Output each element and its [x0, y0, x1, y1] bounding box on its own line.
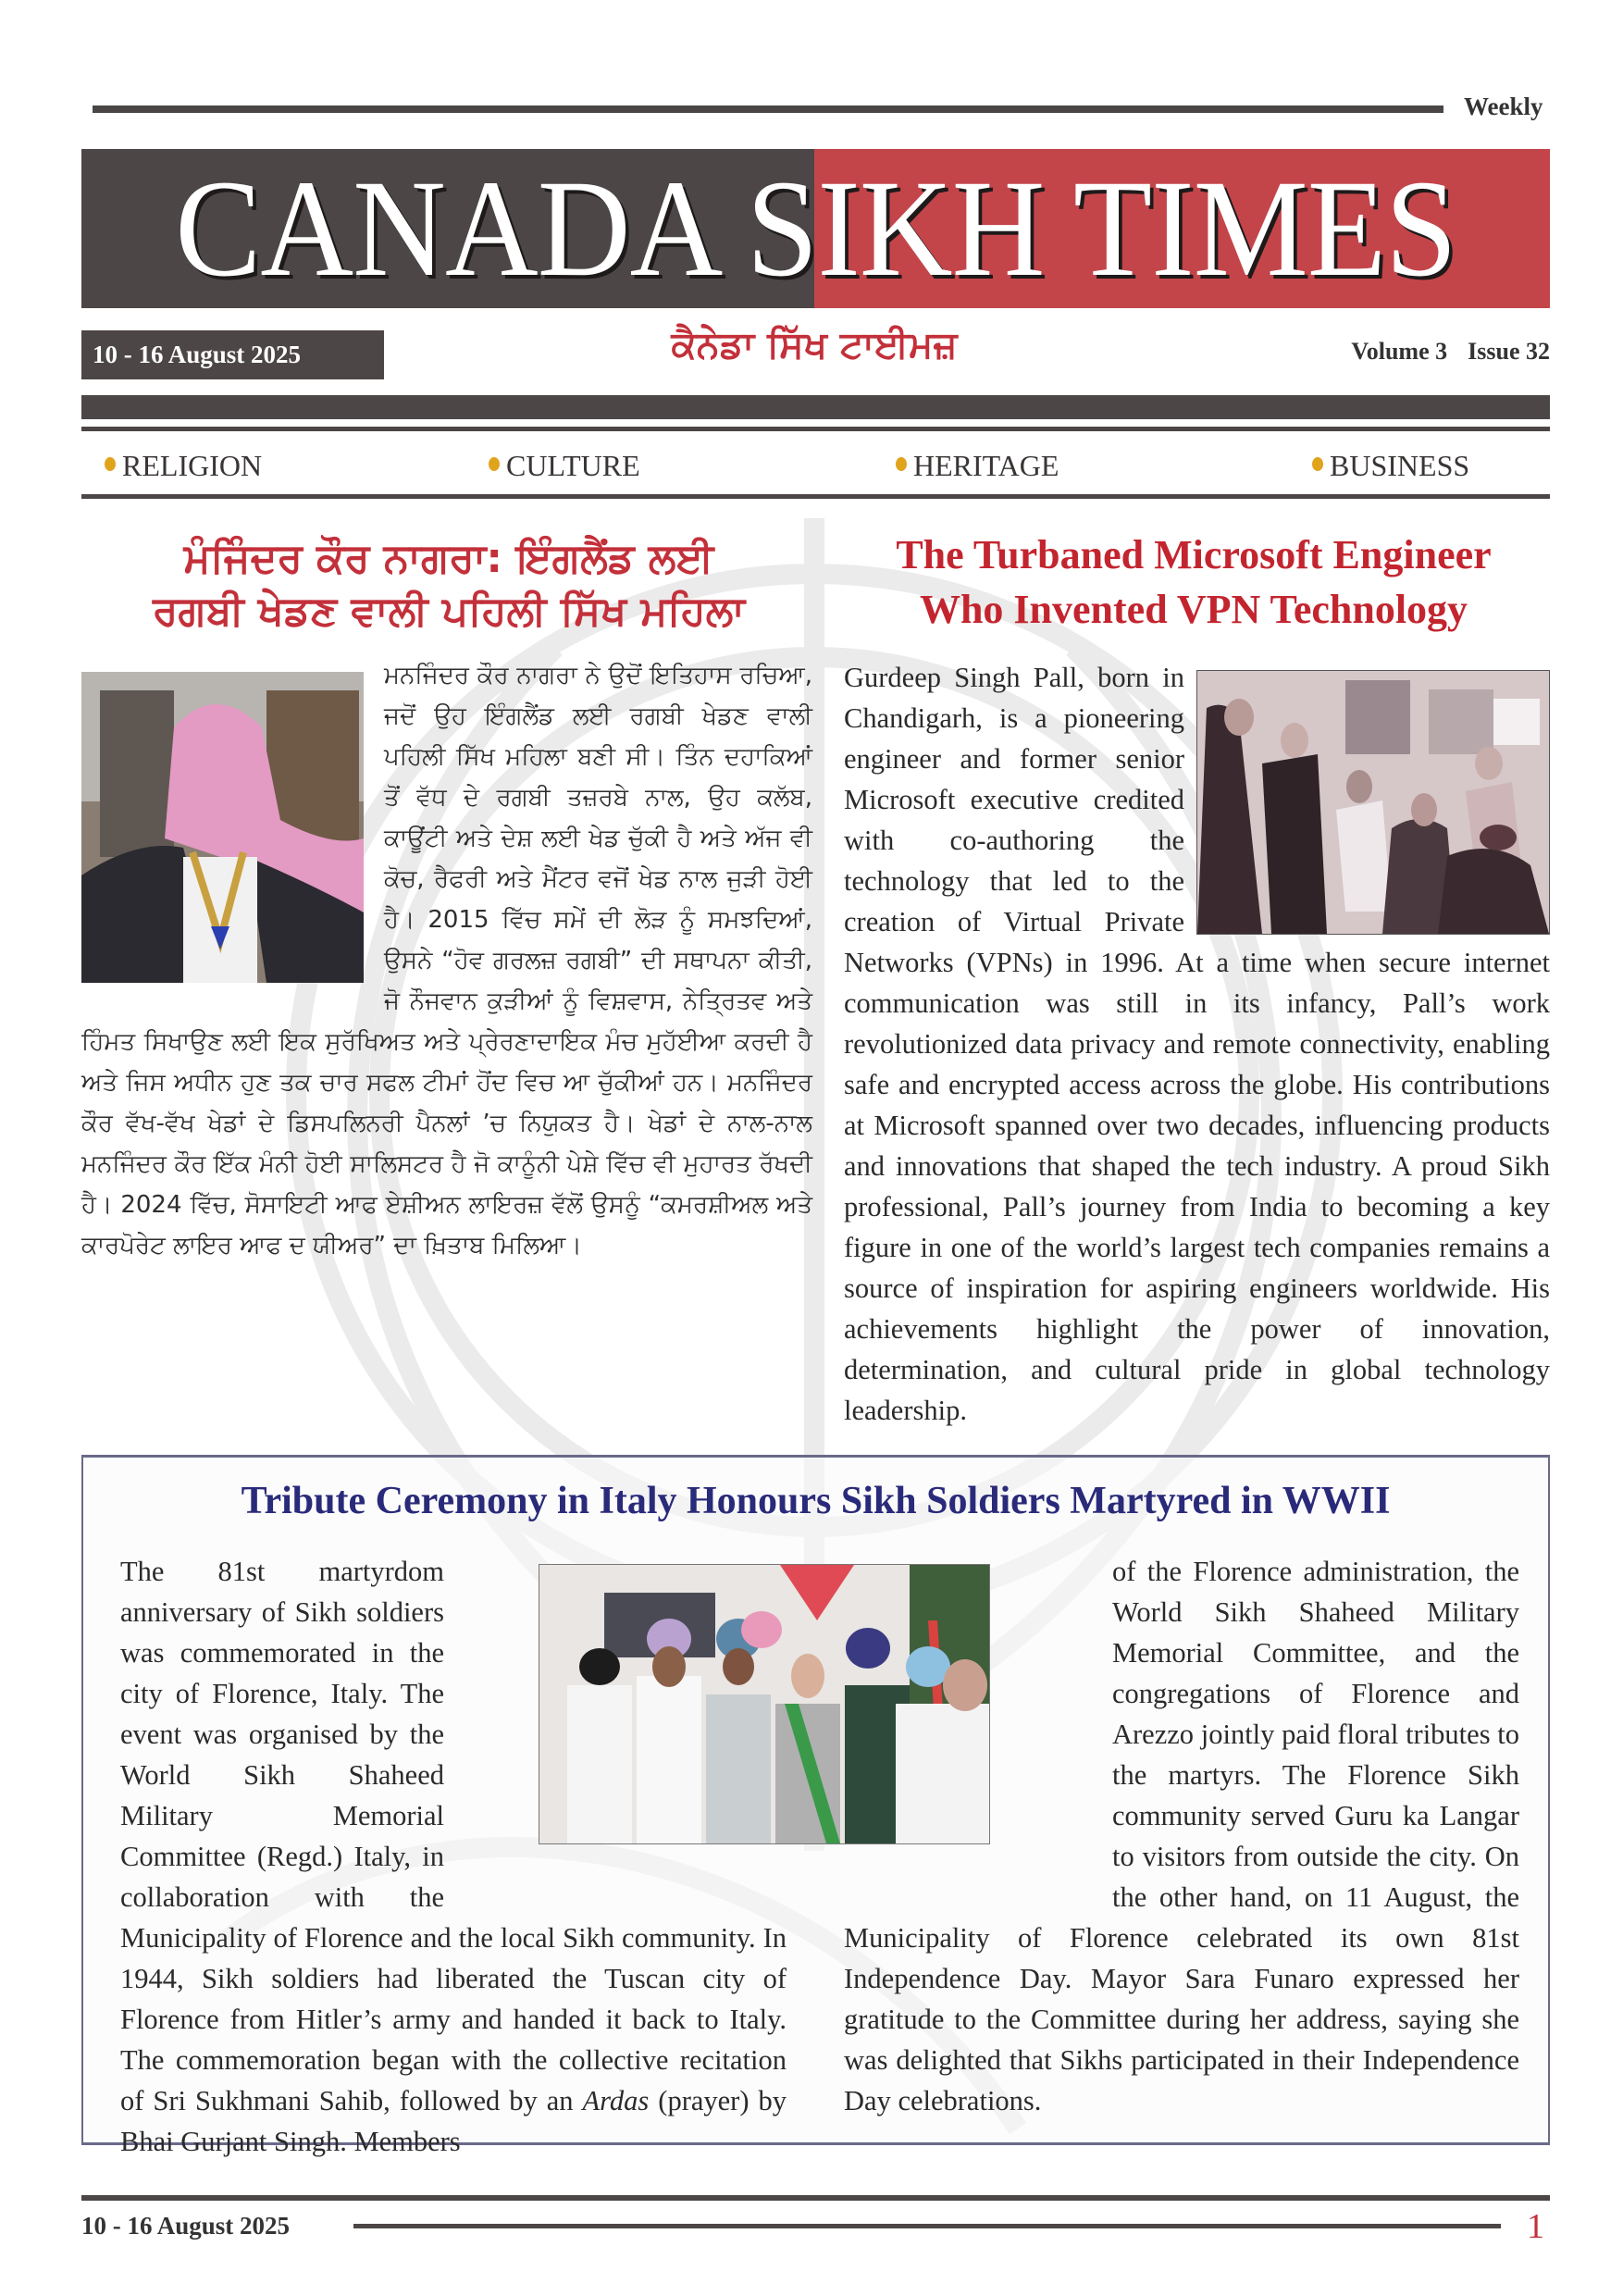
headline-line: The Turbaned Microsoft Engineer: [896, 532, 1492, 577]
footer-rule: [81, 2195, 1550, 2201]
article-text: of the Florence administration, the World Sikh Shaheed Military Memorial Committee, and the congregations of Florence and Arezzo jointly paid floral tributes to the martyrs. The Florence Sikh community served Guru ka Langar to visitors from outside the city. On the other hand, on 11 August, the Municipality of Florence celebrated its own 81st Independence Day. Mayor Sara Funaro expressed her gratitude to the Committee during her address, saying she was delighted that Sikhs participated in their Independence Day celebrations.: [844, 1556, 1519, 2116]
bullet-dot-icon: [1312, 457, 1323, 471]
category-business[interactable]: [1312, 442, 1469, 489]
footer-line: [353, 2224, 1501, 2228]
category-religion[interactable]: [105, 442, 262, 489]
category-label: RELIGION: [122, 449, 263, 482]
category-label: HERITAGE: [913, 449, 1059, 482]
bullet-dot-icon: [489, 457, 500, 471]
manjinder-kaur-photo: [81, 672, 364, 983]
headline-line: ਮੰਜਿੰਦਰ ਕੌਰ ਨਾਗਰਾ: ਇੰਗਲੈਂਡ ਲਈ: [183, 535, 714, 582]
category-label: CULTURE: [506, 449, 640, 482]
article-text-italic: Ardas: [582, 2085, 650, 2116]
frequency-label: Weekly: [1464, 93, 1543, 120]
vpn-article-headline: [837, 527, 1550, 637]
headline-line: ਰਗਬੀ ਖੇਡਣ ਵਾਲੀ ਪਹਿਲੀ ਸਿੱਖ ਮਹਿਲਾ: [153, 588, 745, 635]
microsoft-team-photo: [1196, 670, 1550, 935]
tribute-article-headline: Tribute Ceremony in Italy Honours Sikh Soldiers Martyred in WWII: [241, 1480, 1391, 1522]
article-text: ਮਨਜਿੰਦਰ ਕੌਰ ਨਾਗਰਾ ਨੇ ਉਦੋਂ ਇਤਿਹਾਸ ਰਚਿਆ, ਜਦੋਂ ਉਹ ਇੰਗਲੈਂਡ ਲਈ ਰਗਬੀ ਖੇਡਣ ਵਾਲੀ ਪਹਿਲੀ ਸਿੱਖ ਮਹਿਲਾ ਬਣੀ ਸੀ। ਤਿੰਨ ਦਹਾਕਿਆਂ ਤੋਂ ਵੱਧ ਦੇ ਰਗਬੀ ਤਜ਼ਰਬੇ ਨਾਲ, ਉਹ ਕਲੱਬ, ਕਾਊਂਟੀ ਅਤੇ ਦੇਸ਼ ਲਈ ਖੇਡ ਚੁੱਕੀ ਹੈ ਅਤੇ ਅੱਜ ਵੀ ਕੋਚ, ਰੈਫਰੀ ਅਤੇ ਮੈਂਟਰ ਵਜੋਂ ਖੇਡ ਨਾਲ ਜੁੜੀ ਹੋਈ ਹੈ। 2015 ਵਿੱਚ ਸਮੇਂ ਦੀ ਲੋੜ ਨੂੰ ਸਮਝਦਿਆਂ, ਉਸਨੇ “ਹੋਵ ਗਰਲਜ਼ ਰਗਬੀ” ਦੀ ਸਥਾਪਨਾ ਕੀਤੀ, ਜੋ ਨੌਜਵਾਨ ਕੁੜੀਆਂ ਨੂੰ ਵਿਸ਼ਵਾਸ, ਨੇਤ੍ਰਿਤਵ ਅਤੇ ਹਿੰਮਤ ਸਿਖਾਉਣ ਲਈ ਇਕ ਸੁਰੱਖਿਅਤ ਅਤੇ ਪ੍ਰੇਰਣਾਦਾਇਕ ਮੰਚ ਮੁਹੱਈਆ ਕਰਦੀ ਹੈ ਅਤੇ ਜਿਸ ਅਧੀਨ ਹੁਣ ਤਕ ਚਾਰ ਸਫਲ ਟੀਮਾਂ ਹੋਂਦ ਵਿਚ ਆ ਚੁੱਕੀਆਂ ਹਨ। ਮਨਜਿੰਦਰ ਕੌਰ ਵੱਖ-ਵੱਖ ਖੇਡਾਂ ਦੇ ਡਿਸਪਲਿਨਰੀ ਪੈਨਲਾਂ ’ਚ ਨਿਯੁਕਤ ਹੈ। ਖੇਡਾਂ ਦੇ ਨਾਲ-ਨਾਲ ਮਨਜਿੰਦਰ ਕੌਰ ਇੱਕ ਮੰਨੀ ਹੋਈ ਸਾਲਿਸਟਰ ਹੈ ਜੋ ਕਾਨੂੰਨੀ ਪੇਸ਼ੇ ਵਿੱਚ ਵੀ ਮੁਹਾਰਤ ਰੱਖਦੀ ਹੈ। 2024 ਵਿੱਚ, ਸੋਸਾਇਟੀ ਆਫ ਏਸ਼ੀਅਨ ਲਾਇਰਜ਼ ਵੱਲੋਂ ਉਸਨੂੰ “ਕਮਰਸ਼ੀਅਲ ਅਤੇ ਕਾਰਪੋਰੇਟ ਲਾਇਰ ਆਫ ਦ ਯੀਅਰ” ਦਾ ਖ਼ਿਤਾਬ ਮਿਲਿਆ।: [81, 662, 812, 1260]
top-rule: [93, 105, 1443, 113]
page-number: 1: [1527, 2207, 1544, 2246]
category-label: BUSINESS: [1330, 449, 1470, 482]
headline-line: Who Invented VPN Technology: [919, 587, 1468, 632]
bullet-dot-icon: [896, 457, 907, 471]
masthead-title: CANADA SIKH TIMES: [175, 152, 1456, 305]
punjabi-article-headline: [83, 532, 814, 638]
article-text: The 81st martyrdom anniversary of Sikh soldiers was commemorated in the city of Florence, Italy. The event was organised by the World Sikh Shaheed Military Memorial Committee (Regd.) Italy, in collaboration with the Municipality of Florence and the local Sikh community. In 1944, Sikh soldiers had liberated the Tuscan city of Florence from Hitler’s army and handed it back to Italy. The commemoration began with the collective recitation of Sri Sukhmani Sahib, followed by an: [120, 1556, 787, 2116]
category-rule: [81, 494, 1550, 499]
header-rule: [81, 427, 1550, 431]
header-bar: [81, 395, 1550, 419]
issue-label: Issue 32: [1468, 338, 1550, 365]
category-nav: [81, 442, 1550, 489]
category-heritage[interactable]: [896, 442, 1059, 489]
article-text: Gurdeep Singh Pall, born in Chandigarh, is a pioneering engineer and former senior Microsoft executive credited with co-authoring the technology that led to the creation of Virtual Private Networks (VPNs) in 1996. At a time when secure internet communication was still in its infancy, Pall’s work revolutionized data privacy and remote connectivity, enabling safe and encrypted access across the globe. His contributions at Microsoft spanned over two decades, influencing products and innovations that shaped the tech industry. A proud Sikh professional, Pall’s journey from India to becoming a key figure in one of the world’s largest tech companies remains a source of inspiration for aspiring engineers worldwide. His achievements highlight the power of innovation, determination, and cultural pride in global technology leadership.: [844, 662, 1550, 1426]
article-text: (prayer) by Bhai Gurjant Singh. Members: [120, 2085, 787, 2157]
bullet-dot-icon: [105, 457, 116, 471]
footer-date: 10 - 16 August 2025: [81, 2212, 291, 2240]
issue-date: 10 - 16 August 2025: [81, 330, 384, 379]
florence-ceremony-photo: [539, 1564, 990, 1844]
category-culture[interactable]: [489, 442, 640, 489]
masthead: [81, 149, 1550, 308]
punjabi-masthead-title: ਕੈਨੇਡਾ ਸਿੱਖ ਟਾਈਮਜ਼: [671, 324, 958, 366]
volume-issue: [1203, 338, 1550, 366]
volume-label: Volume 3: [1351, 338, 1448, 365]
